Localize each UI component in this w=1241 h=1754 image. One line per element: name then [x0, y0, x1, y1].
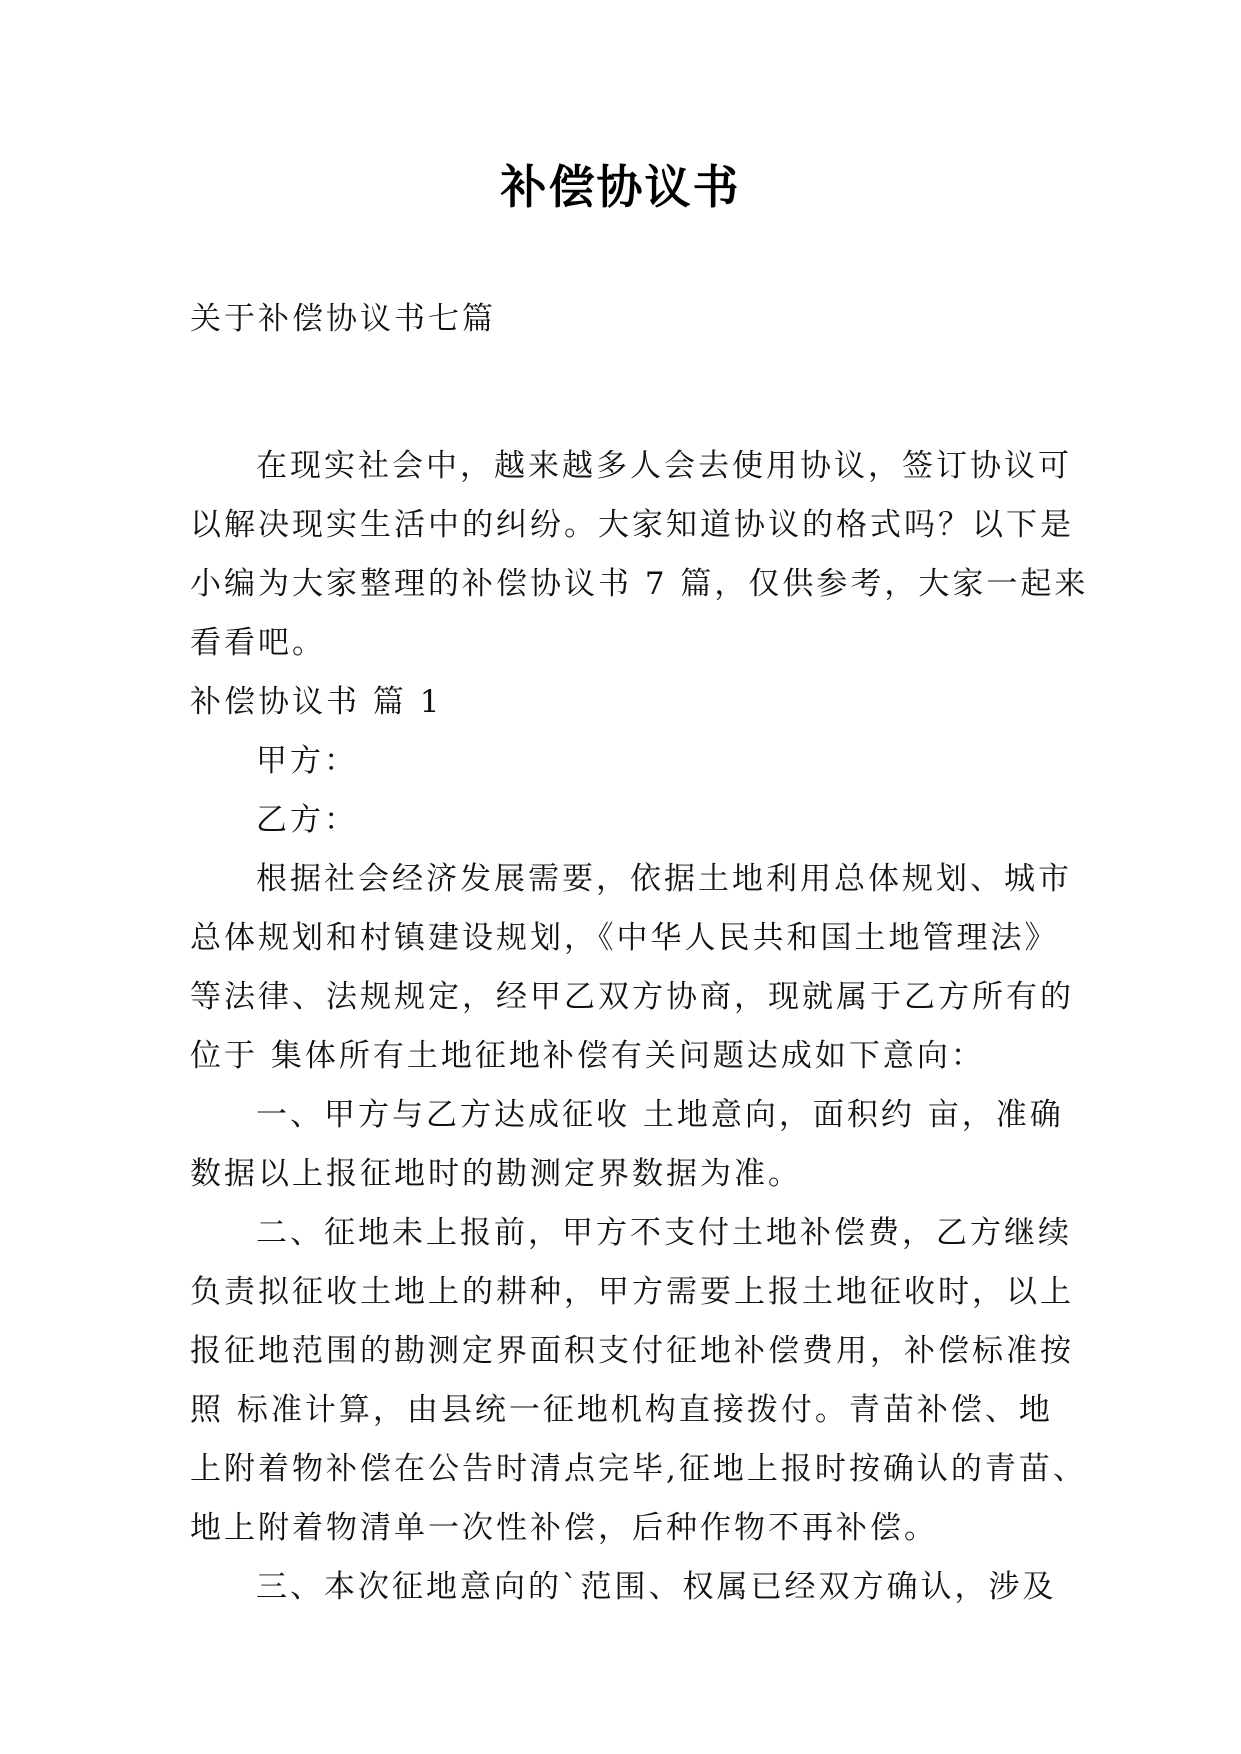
paragraph-line: 负责拟征收土地上的耕种，甲方需要上报土地征收时，以上 [190, 1274, 1074, 1310]
paragraph-line: 看看吧。 [190, 625, 326, 661]
party-b-label: 乙方： [256, 802, 358, 838]
party-a-label: 甲方： [256, 743, 358, 779]
document-subtitle: 关于补偿协议书七篇 [190, 301, 496, 337]
spacer [190, 349, 1062, 437]
paragraph-line: 以解决现实生活中的纠纷。大家知道协议的格式吗？以下是 [190, 507, 1074, 543]
paragraph-line: 数据以上报征地时的勘测定界数据为准。 [190, 1156, 802, 1192]
paragraph-line: 三、本次征地意向的`范围、权属已经双方确认，涉及 [256, 1569, 1057, 1605]
intro-paragraph [190, 437, 1089, 673]
document-title: 补偿协议书 [500, 160, 741, 214]
paragraph-line: 总体规划和村镇建设规划，《中华人民共和国土地管理法》 [190, 920, 1059, 956]
paragraph-line: 在现实社会中，越来越多人会去使用协议，签订协议可 [256, 448, 1072, 484]
paragraph-line: 上附着物补偿在公告时清点完毕,征地上报时按确认的青苗、 [190, 1451, 1087, 1487]
document-body [190, 290, 1089, 1617]
basis-paragraph [190, 850, 1074, 1086]
paragraph-line: 一、甲方与乙方达成征收 土地意向，面积约 亩，准确 [256, 1097, 1064, 1133]
paragraph-line: 等法律、法规规定，经甲乙双方协商，现就属于乙方所有的 [190, 979, 1074, 1015]
clause-2 [190, 1204, 1087, 1558]
section-heading: 补偿协议书 篇 1 [190, 684, 443, 720]
clause-3 [190, 1558, 1062, 1617]
paragraph-line: 地上附着物清单一次性补偿，后种作物不再补偿。 [190, 1510, 938, 1546]
paragraph-line: 二、征地未上报前，甲方不支付土地补偿费，乙方继续 [256, 1215, 1072, 1251]
paragraph-line: 根据社会经济发展需要，依据土地利用总体规划、城市 [256, 861, 1072, 897]
paragraph-line: 照 标准计算，由县统一征地机构直接拨付。青苗补偿、地 [190, 1392, 1053, 1428]
clause-1 [190, 1086, 1062, 1204]
paragraph-line: 小编为大家整理的补偿协议书 7 篇，仅供参考，大家一起来 [190, 566, 1089, 602]
paragraph-line: 报征地范围的勘测定界面积支付征地补偿费用，补偿标准按 [190, 1333, 1074, 1369]
paragraph-line: 位于 集体所有土地征地补偿有关问题达成如下意向： [190, 1038, 985, 1074]
